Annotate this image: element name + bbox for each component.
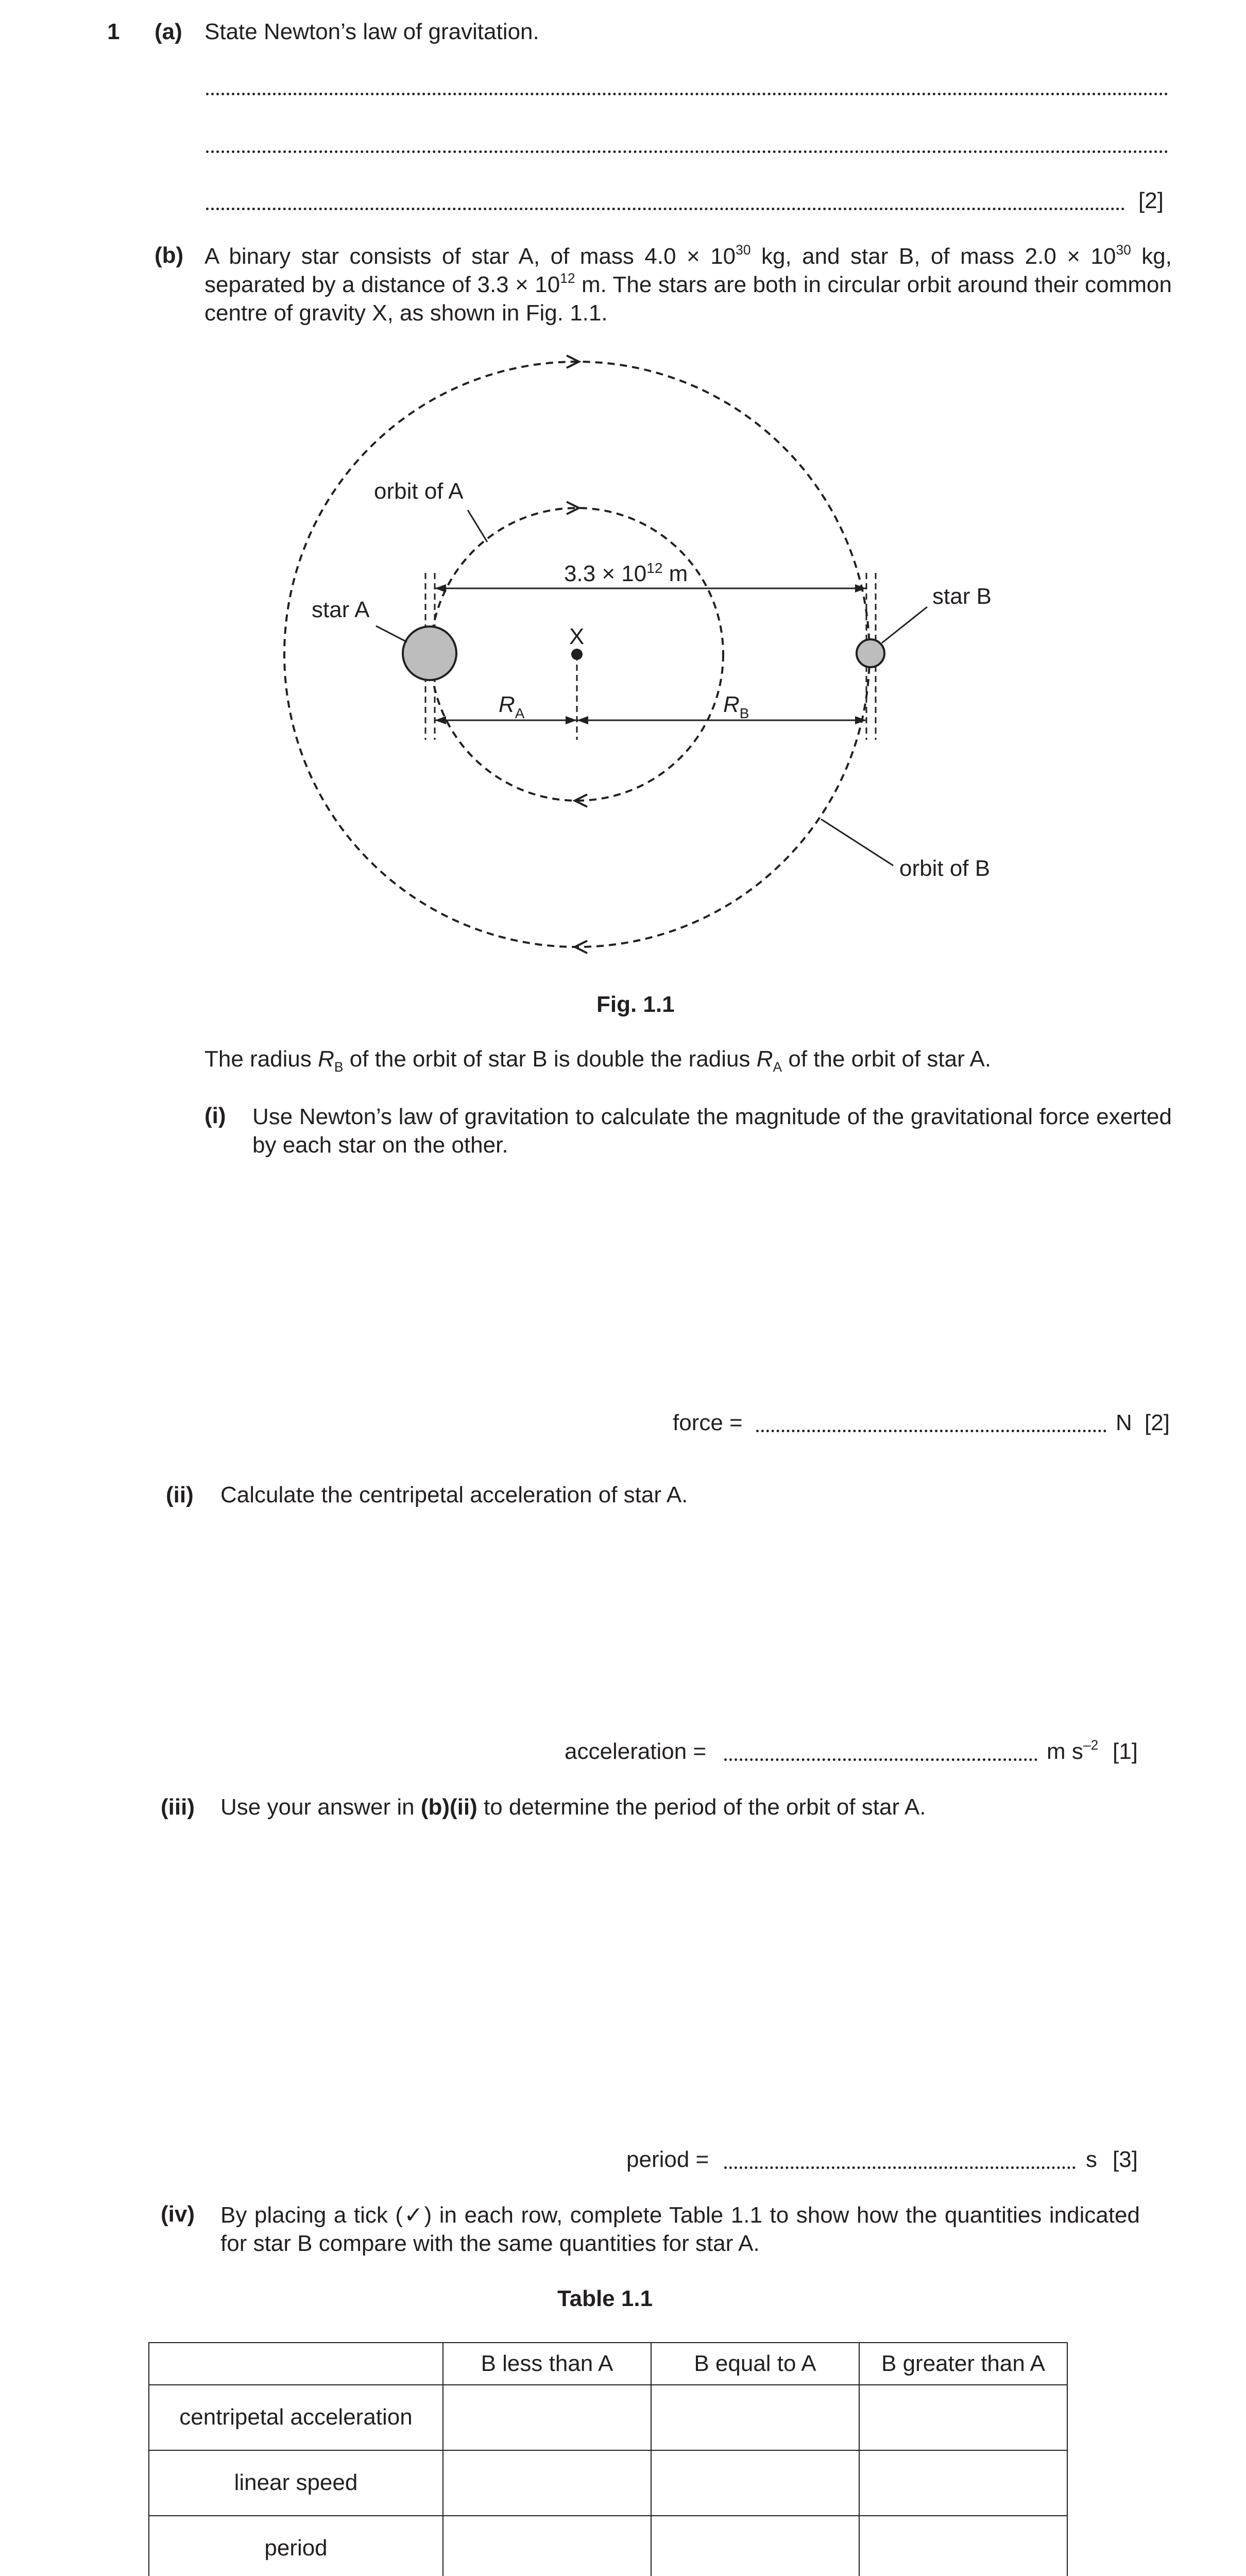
part-ii-marks: [1] [1113, 1739, 1138, 1764]
acceleration-unit: m $s^{-2}$ [1047, 1737, 1099, 1764]
comparison-table [148, 2342, 1068, 2576]
tick-cell-equal[interactable] [651, 2450, 859, 2516]
table-header-less: B less than A [443, 2343, 651, 2385]
star-b [857, 639, 884, 667]
part-b-intro: A binary star consists of star A, of mass $4.0 \times 10^{30}$ kg, and star B, of mass $2.0 \times 10^{30}$ kg, separated by a distance of $3.3 \times 10^{12}$ m. The stars are both in circular orbit around their common centre of gravity X, as shown in Fig. 1.1. [204, 242, 1172, 326]
table-row [149, 2450, 1067, 2516]
table-header-empty [149, 2343, 443, 2385]
table-header-equal: B equal to A [651, 2343, 859, 2385]
period-answer-line[interactable] [724, 2166, 1076, 2169]
tick-cell-less[interactable] [443, 2450, 651, 2516]
table-title: Table 1.1 [557, 2286, 653, 2311]
part-iv-label: (iv) [161, 2201, 195, 2227]
part-a-question: State Newton’s law of gravitation. [204, 19, 539, 44]
table-header-greater: B greater than A [859, 2343, 1067, 2385]
binary-star-figure [0, 0, 1246, 1010]
radius-statement: The radius $R_B$ of the orbit of star B is double the radius $R_A$ of the orbit of star A. [204, 1046, 992, 1075]
part-iii-label: (iii) [161, 1794, 195, 1820]
part-a-label: (a) [155, 19, 182, 44]
tick-cell-greater[interactable] [859, 2450, 1067, 2516]
force-answer-label: force = [673, 1410, 743, 1435]
figure-caption: Fig. 1.1 [596, 992, 675, 1017]
star-a-label: star A [312, 597, 370, 622]
separation-label: $3.3 \times 10^{12}$ m [564, 560, 688, 586]
tick-cell-greater[interactable] [859, 2385, 1067, 2450]
part-iv-question: By placing a tick (✓) in each row, complete Table 1.1 to show how the quantities indicated for star B compare with the same quantities for star A. [220, 2202, 1140, 2256]
table-header-row [149, 2343, 1067, 2385]
tick-cell-less[interactable] [443, 2385, 651, 2450]
centre-x-label: X [569, 624, 585, 649]
tick-cell-greater[interactable] [859, 2516, 1067, 2576]
ra-label: $R_A$ [499, 692, 525, 721]
acceleration-answer-line[interactable] [724, 1758, 1037, 1761]
period-unit: s [1086, 2147, 1097, 2172]
part-iii-question: Use your answer in (b)(ii) to determine the period of the orbit of star A. [220, 1794, 926, 1820]
centre-of-gravity-dot [571, 649, 583, 660]
part-i-marks: [2] [1145, 1410, 1170, 1435]
star-a [403, 626, 456, 680]
period-answer-label: period = [626, 2147, 709, 2172]
row-label-centripetal-acceleration: centripetal acceleration [149, 2385, 443, 2450]
tick-cell-equal[interactable] [651, 2385, 859, 2450]
rb-label: $R_B$ [723, 692, 749, 721]
table-row [149, 2385, 1067, 2450]
part-iii-marks: [3] [1113, 2147, 1138, 2172]
force-answer-line[interactable] [756, 1430, 1106, 1432]
star-b-label: star B [932, 584, 992, 609]
part-ii-question: Calculate the centripetal acceleration of star A. [220, 1482, 688, 1507]
part-ii-label: (ii) [166, 1482, 194, 1507]
table-row [149, 2516, 1067, 2576]
part-i-question: Use Newton’s law of gravitation to calculate the magnitude of the gravitational force exerted by each star on the other. [252, 1104, 1172, 1158]
part-b-label: (b) [155, 243, 184, 268]
orbit-a-label: orbit of A [374, 479, 464, 504]
question-number: 1 [107, 19, 120, 44]
row-label-linear-speed: linear speed [149, 2450, 443, 2516]
row-label-period: period [149, 2516, 443, 2576]
force-unit: N [1116, 1410, 1132, 1435]
orbit-b-label: orbit of B [899, 856, 991, 881]
acceleration-answer-label: acceleration = [565, 1739, 707, 1764]
part-a-marks: [2] [1138, 188, 1164, 213]
part-i-label: (i) [204, 1103, 226, 1128]
tick-cell-less[interactable] [443, 2516, 651, 2576]
tick-cell-equal[interactable] [651, 2516, 859, 2576]
